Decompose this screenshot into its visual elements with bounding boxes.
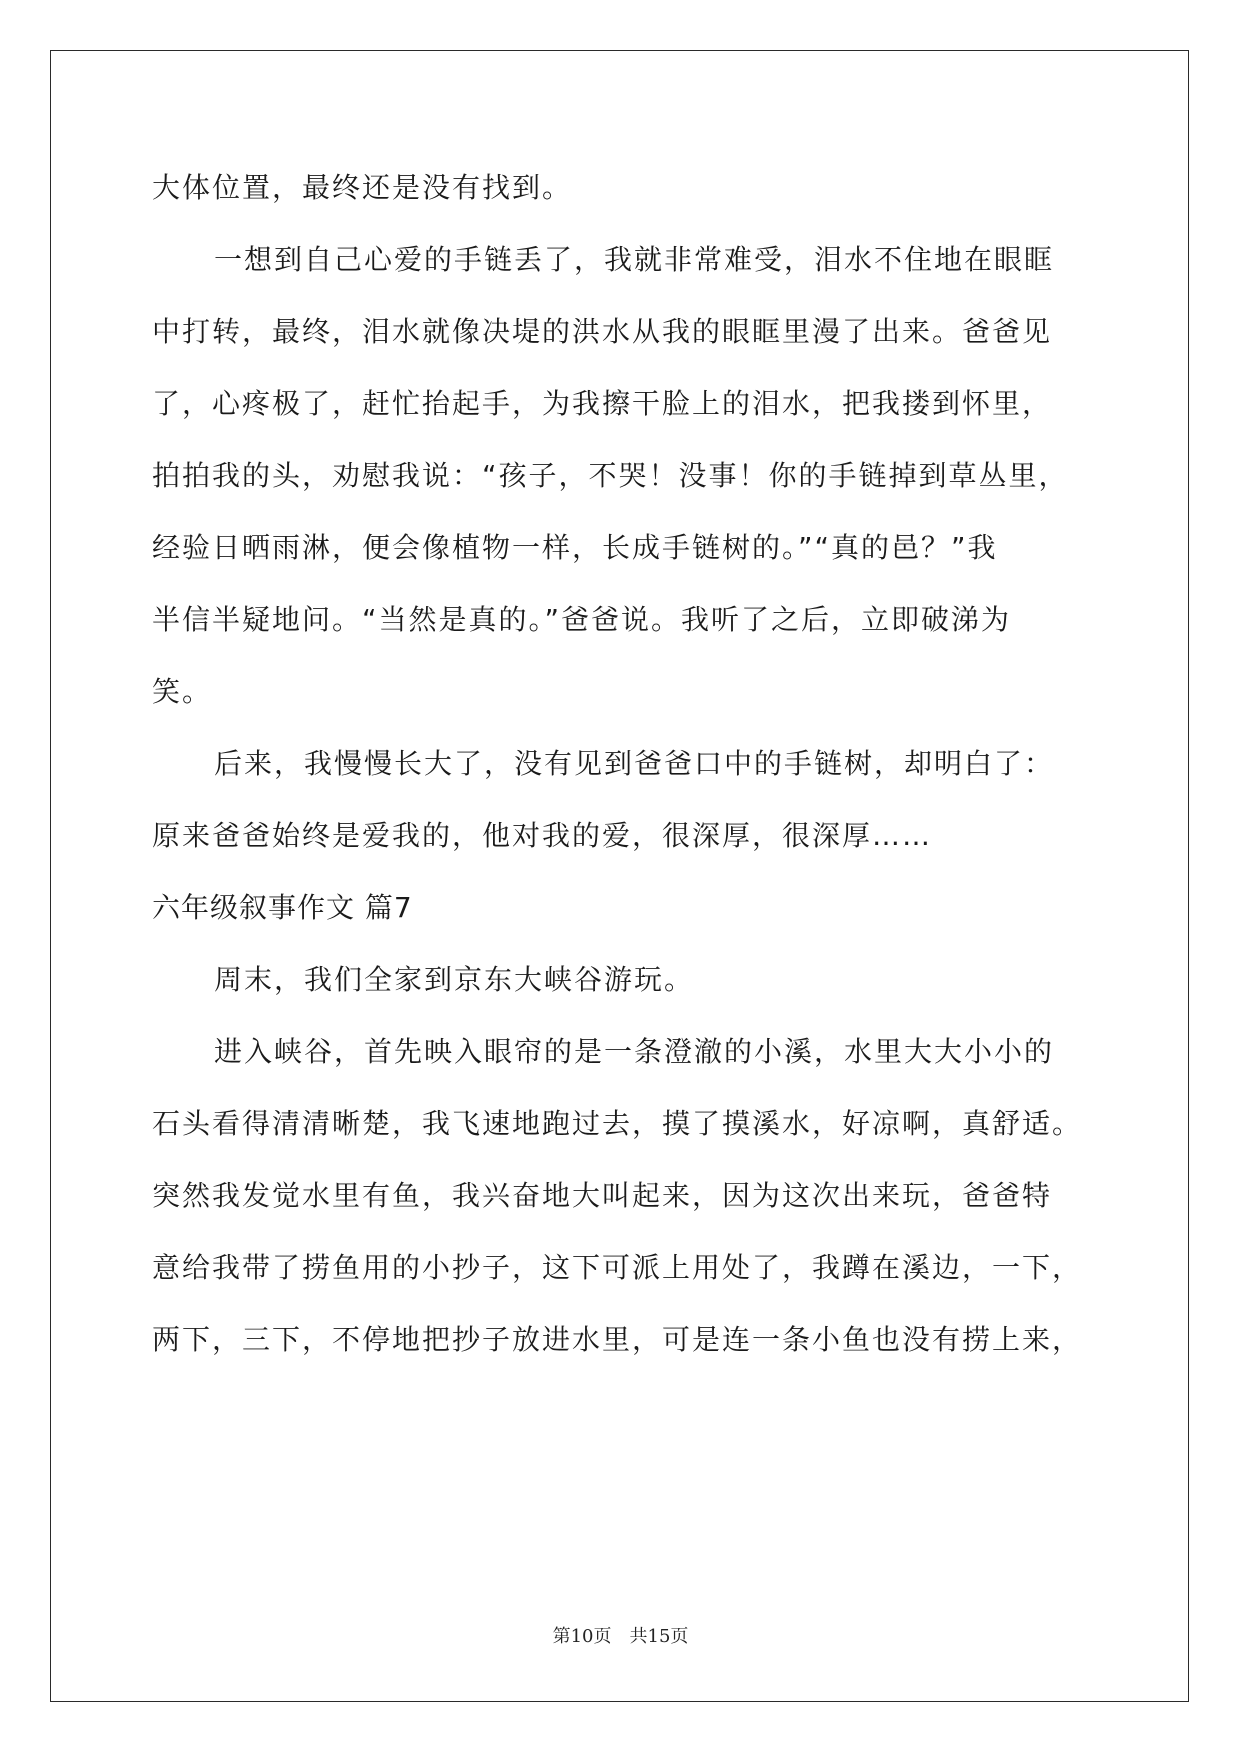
text-line: 进入峡谷，首先映入眼帘的是一条澄澈的小溪，水里大大小小的 <box>214 1035 1055 1068</box>
text-line: 石头看得清清晰楚，我飞速地跑过去，摸了摸溪水，好凉啊，真舒适。 <box>152 1107 1083 1140</box>
text-line: 了，心疼极了，赶忙抬起手，为我擦干脸上的泪水，把我搂到怀里， <box>152 387 1053 420</box>
text-line: 大体位置，最终还是没有找到。 <box>152 171 573 204</box>
section-heading: 六年级叙事作文 篇7 <box>152 891 413 924</box>
text-line: 拍拍我的头，劝慰我说：“孩子，不哭！没事！你的手链掉到草丛里， <box>152 459 1069 492</box>
text-line: 意给我带了捞鱼用的小抄子，这下可派上用处了，我蹲在溪边，一下， <box>152 1251 1083 1284</box>
text-line: 原来爸爸始终是爱我的，他对我的爱，很深厚，很深厚…… <box>152 819 933 852</box>
text-line: 笑。 <box>152 675 213 708</box>
text-line: 突然我发觉水里有鱼，我兴奋地大叫起来，因为这次出来玩，爸爸特 <box>152 1179 1053 1212</box>
text-line: 周末，我们全家到京东大峡谷游玩。 <box>214 963 695 996</box>
document-body <box>152 152 1112 1376</box>
page-number-footer: 第10页 共15页 <box>552 1626 689 1647</box>
text-line: 经验日晒雨淋，便会像植物一样，长成手链树的。”“真的邑？”我 <box>152 531 998 564</box>
text-line: 一想到自己心爱的手链丢了，我就非常难受，泪水不住地在眼眶 <box>214 243 1055 276</box>
text-line: 中打转，最终，泪水就像决堤的洪水从我的眼眶里漫了出来。爸爸见 <box>152 315 1053 348</box>
text-line: 半信半疑地问。“当然是真的。”爸爸说。我听了之后，立即破涕为 <box>152 603 1012 636</box>
text-line: 后来，我慢慢长大了，没有见到爸爸口中的手链树，却明白了： <box>214 747 1055 780</box>
text-line: 两下，三下，不停地把抄子放进水里，可是连一条小鱼也没有捞上来， <box>152 1323 1083 1356</box>
